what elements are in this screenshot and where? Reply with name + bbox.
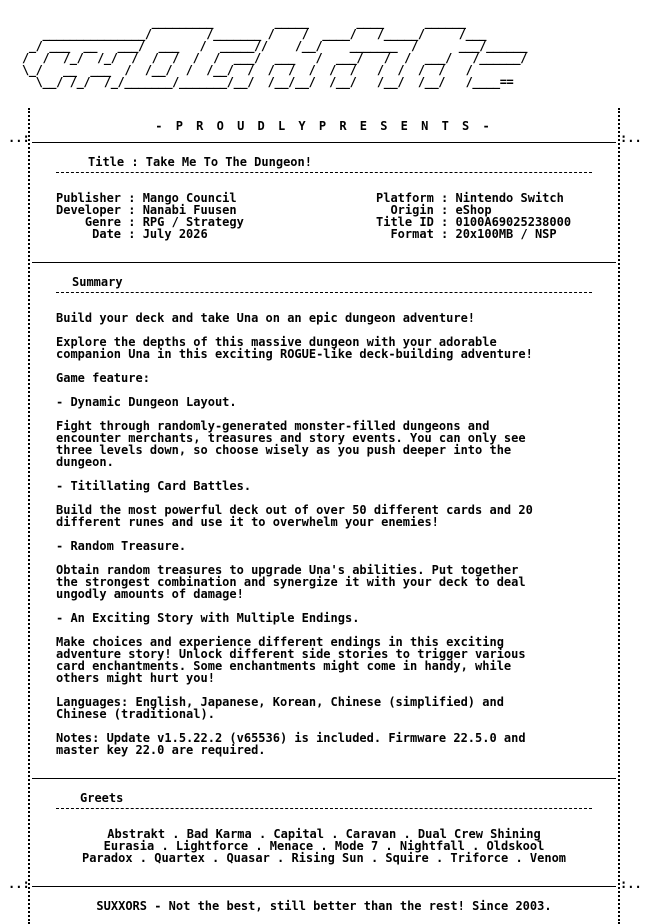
frame-corner-left-top: ..: — [8, 131, 30, 145]
section-divider — [32, 778, 616, 779]
title-underline — [56, 172, 592, 173]
frame-corner-right-bottom: :.. — [620, 877, 642, 891]
frame-corner-left-bottom: ..: — [8, 877, 30, 891]
presents-banner: - P R O U D L Y P R E S E N T S - — [155, 119, 493, 133]
languages-paragraph: Languages: English, Japanese, Korean, Chinese (simplified) and Chinese (traditional). — [56, 695, 504, 721]
publisher-row: Publisher : Mango Council — [56, 191, 237, 205]
frame-corner-right-top: :.. — [620, 131, 642, 145]
section-divider — [32, 886, 616, 887]
developer-row: Developer : Nanabi Fuusen — [56, 203, 237, 217]
greets-heading: Greets — [80, 791, 124, 805]
format-row: Format : 20x100MB / NSP — [376, 227, 557, 241]
group-footer-tagline: SUXXORS - Not the best, still better than the rest! Since 2003. — [96, 899, 552, 913]
greets-line: Abstrakt . Bad Karma . Capital . Caravan . Dual Crew Shining — [107, 827, 541, 841]
feature-heading: - Random Treasure. — [56, 539, 187, 553]
summary-paragraph: Game feature: — [56, 371, 150, 385]
greets-underline — [56, 808, 592, 809]
platform-row: Platform : Nintendo Switch — [376, 191, 564, 205]
frame-left-border — [28, 108, 44, 924]
summary-paragraph: Build the most powerful deck out of over 50 different cards and 20 different runes and use it to overwhelm your enemies! — [56, 503, 533, 529]
metadata-right-column — [376, 192, 571, 240]
ascii-logo-banner — [22, 16, 626, 110]
ascii-logo-art: _________ _____ ____ ______ _______________/ /_______ / / ____/ /_____/ /___ _/ ___ __ ___/ ___ / _____// /__/ _______ / ___/______ / / /_/ /_/ / / / / / ___/ ___ / ___/ / / ___/ /______/ \_/ __ ___ / /__/ / /__/ / / / / / / / / / / / \__/ /_/ /_/_______/_______/__/ /__/__/ /__/ /__/ /__/ /____== — [22, 16, 528, 89]
summary-body — [56, 312, 596, 768]
notes-paragraph: Notes: Update v1.5.22.2 (v65536) is included. Firmware 22.5.0 and master key 22.0 are required. — [56, 731, 526, 757]
feature-heading: - An Exciting Story with Multiple Endings. — [56, 611, 360, 625]
feature-heading: - Titillating Card Battles. — [56, 479, 252, 493]
summary-paragraph: Make choices and experience different endings in this exciting adventure story! Unlock different side stories to trigger various card enchantments. Some enchantments might come in handy, while others might hurt you! — [56, 635, 526, 685]
summary-paragraph: Obtain random treasures to upgrade Una's abilities. Put together the strongest combination and synergize it with your deck to deal ungodly amounts of damage! — [56, 563, 526, 601]
metadata-left-column — [56, 192, 244, 240]
summary-heading: Summary — [72, 275, 123, 289]
genre-row: Genre : RPG / Strategy — [56, 215, 244, 229]
summary-paragraph: Build your deck and take Una on an epic dungeon adventure! — [56, 311, 476, 325]
greets-line: Eurasia . Lightforce . Menace . Mode 7 . Nightfall . Oldskool — [103, 839, 545, 853]
summary-underline — [56, 292, 592, 293]
greets-line: Paradox . Quartex . Quasar . Rising Sun . Squire . Triforce . Venom — [81, 851, 567, 865]
section-divider — [32, 262, 616, 263]
frame-right-border — [618, 108, 634, 924]
title-id-row: Title ID : 0100A69025238000 — [376, 215, 572, 229]
summary-paragraph: Fight through randomly-generated monster-filled dungeons and encounter merchants, treasures and story events. You can only see three levels down, so choose wisely as you push deeper into the dungeon. — [56, 419, 526, 469]
origin-row: Origin : eShop — [376, 203, 492, 217]
summary-paragraph: Explore the depths of this massive dungeon with your adorable companion Una in this exciting ROGUE-like deck-building adventure! — [56, 335, 533, 361]
release-title: Title : Take Me To The Dungeon! — [88, 155, 312, 169]
feature-heading: - Dynamic Dungeon Layout. — [56, 395, 237, 409]
greets-list — [48, 828, 600, 864]
date-row: Date : July 2026 — [56, 227, 208, 241]
section-divider — [32, 142, 616, 143]
